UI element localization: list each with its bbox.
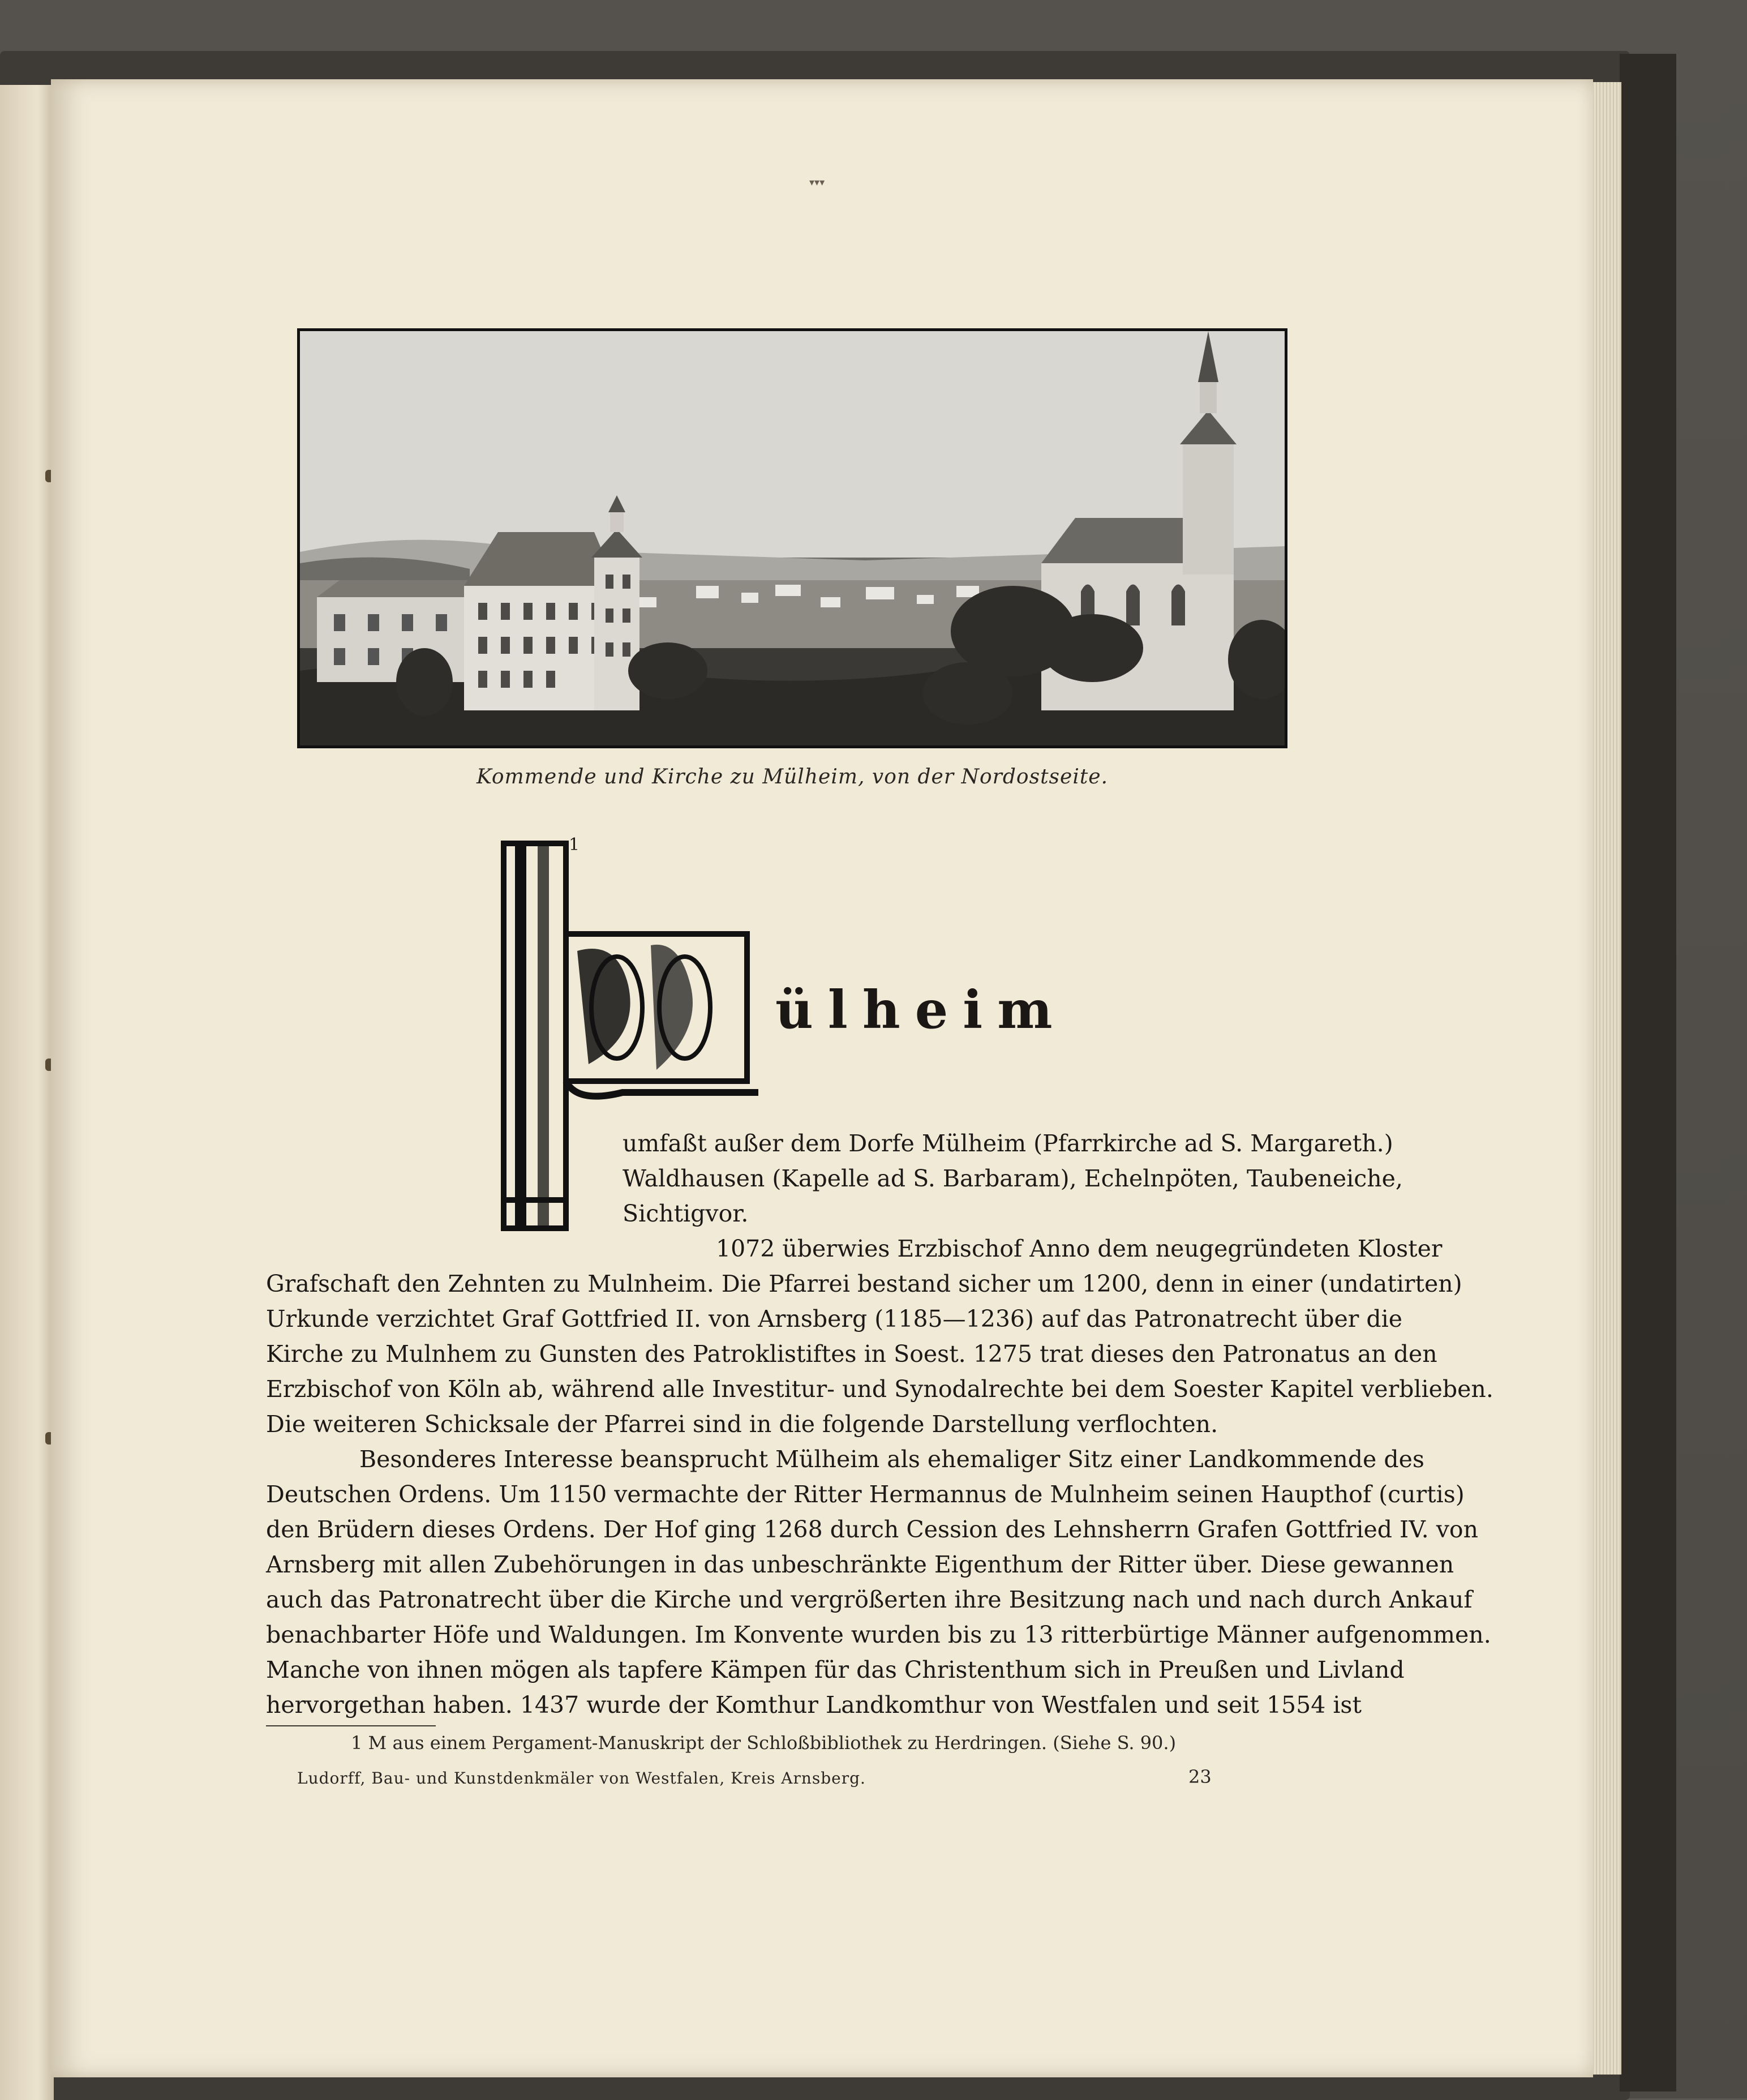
paragraph-line: Manche von ihnen mögen als tapfere Kämpen für das Christenthum sich in Preußen und Livland bbox=[266, 1656, 1405, 1683]
paragraph-line: Deutschen Ordens. Um 1150 vermachte der Ritter Hermannus de Mulnheim seinen Haupthof (curtis) bbox=[266, 1481, 1465, 1508]
photo-frame bbox=[297, 328, 1287, 748]
footnote: 1 M aus einem Pergament-Manuskript der Schloßbibliothek zu Herdringen. (Siehe S. 90.) bbox=[351, 1732, 1177, 1754]
paragraph-line: 1072 überwies Erzbischof Anno dem neugegründeten Kloster bbox=[716, 1235, 1443, 1262]
intro-line: umfaßt außer dem Dorfe Mülheim (Pfarrkirche ad S. Margareth.) bbox=[623, 1130, 1393, 1157]
intro-line: Sichtigvor. bbox=[623, 1200, 749, 1227]
paragraph-line: den Brüdern dieses Ordens. Der Hof ging 1268 durch Cession des Lehnsherrn Grafen Gottfried IV. von bbox=[266, 1516, 1478, 1543]
photo-caption: Kommende und Kirche zu Mülheim, von der Nordostseite. bbox=[476, 765, 1109, 788]
intro-line: Waldhausen (Kapelle ad S. Barbaram), Echelnpöten, Taubeneiche, bbox=[623, 1165, 1403, 1192]
paragraph-line: Besonderes Interesse beansprucht Mülheim als ehemaliger Sitz einer Landkommende des bbox=[359, 1446, 1424, 1473]
paragraph-line: Arnsberg mit allen Zubehörungen in das unbeschränkte Eigenthum der Ritter über. Diese gewannen bbox=[266, 1551, 1454, 1578]
ornament-mark: ▾▾▾ bbox=[809, 177, 825, 188]
book-spine-cloth bbox=[1620, 54, 1676, 2092]
paragraph-line: Kirche zu Mulnhem zu Gunsten des Patroklistiftes in Soest. 1275 trat dieses den Patronatus an den bbox=[266, 1340, 1437, 1368]
paragraph-line: auch das Patronatrecht über die Kirche und vergrößerten ihre Besitzung nach und nach durch Ankauf bbox=[266, 1586, 1473, 1613]
running-footer: Ludorff, Bau- und Kunstdenkmäler von Westfalen, Kreis Arnsberg. bbox=[297, 1769, 866, 1788]
paragraph-line: Grafschaft den Zehnten zu Mulnheim. Die Pfarrei bestand sicher um 1200, denn in einer (undatirten) bbox=[266, 1270, 1462, 1297]
heading-title: ülheim bbox=[775, 979, 1067, 1040]
left-page-edge bbox=[0, 85, 54, 2100]
photograph-kommende-kirche bbox=[300, 331, 1285, 745]
photograph-illustration bbox=[300, 331, 1285, 745]
paragraph-line: Die weiteren Schicksale der Pfarrei sind in die folgende Darstellung verflochten. bbox=[266, 1411, 1218, 1438]
paragraph-line: Erzbischof von Köln ab, während alle Investitur- und Synodalrechte bei dem Soester Kapitel verblieben. bbox=[266, 1375, 1493, 1403]
paragraph-line: Urkunde verzichtet Graf Gottfried II. von Arnsberg (1185—1236) auf das Patronatrecht über die bbox=[266, 1305, 1403, 1332]
initial-footnote-marker: 1 bbox=[569, 835, 580, 855]
page-number: 23 bbox=[1188, 1766, 1212, 1788]
paragraph-line: hervorgethan haben. 1437 wurde der Komthur Landkomthur von Westfalen und seit 1554 ist bbox=[266, 1691, 1362, 1718]
page-stack-edge bbox=[1590, 82, 1621, 2075]
paragraph-line: benachbarter Höfe und Waldungen. Im Konvente wurden bis zu 13 ritterbürtige Männer aufgenommen. bbox=[266, 1621, 1491, 1648]
footnote-rule bbox=[266, 1725, 436, 1726]
